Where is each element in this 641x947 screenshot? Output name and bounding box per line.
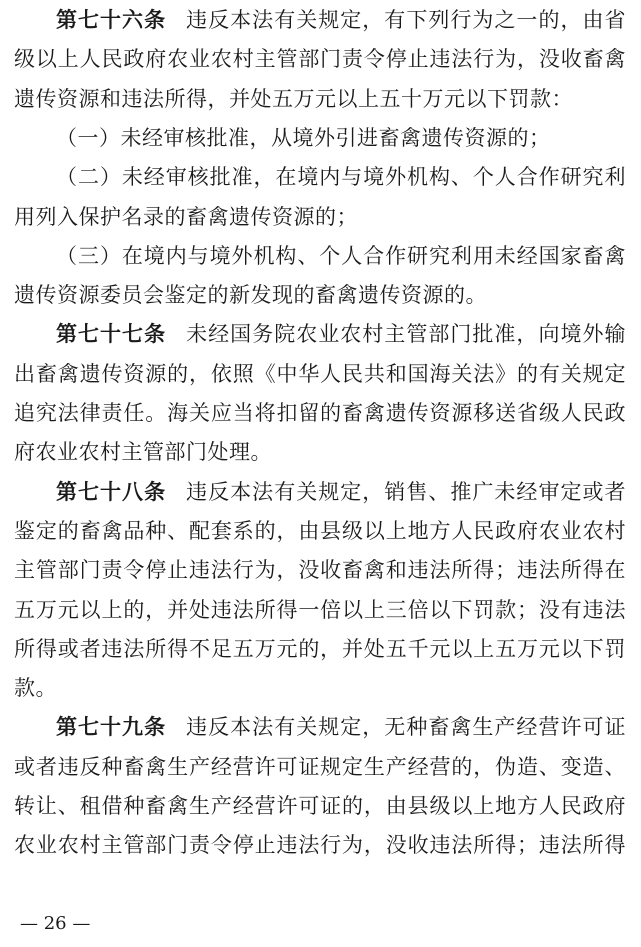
article-76-item-3-line-1: （三）在境内与境外机构、个人合作研究利用未经国家畜禽 — [56, 244, 626, 268]
article-76-text-1: 违反本法有关规定，有下列行为之一的，由省 — [186, 8, 626, 32]
article-76-item-1: （一）未经审核批准，从境外引进畜禽遗传资源的； — [56, 126, 551, 150]
article-76-line-3: 遗传资源和违法所得，并处五万元以上五十万元以下罚款： — [14, 87, 573, 111]
article-78-line-1 — [56, 478, 626, 506]
article-77-line-3: 追究法律责任。海关应当将扣留的畜禽遗传资源移送省级人民政 — [14, 401, 626, 425]
article-77-line-1 — [56, 320, 626, 348]
article-78-line-6: 款。 — [14, 676, 57, 700]
article-79-line-3: 转让、租借种畜禽生产经营许可证的，由县级以上地方人民政府 — [14, 794, 626, 818]
article-78-line-4: 五万元以上的，并处违法所得一倍以上三倍以下罚款；没有违法 — [14, 598, 626, 622]
article-79-heading: 第七十九条 — [56, 715, 167, 739]
article-76-item-2-line-2: 用列入保护名录的畜禽遗传资源的； — [14, 205, 358, 229]
article-78-text-1: 违反本法有关规定，销售、推广未经审定或者 — [186, 480, 626, 504]
article-79-line-1 — [56, 713, 626, 741]
article-79-line-4: 农业农村主管部门责令停止违法行为，没收违法所得；违法所得 — [14, 833, 626, 857]
article-76-line-2: 级以上人民政府农业农村主管部门责令停止违法行为，没收畜禽 — [14, 47, 626, 71]
article-79-text-1: 违反本法有关规定，无种畜禽生产经营许可证 — [186, 715, 626, 739]
article-78-line-5: 所得或者违法所得不足五万元的，并处五千元以上五万元以下罚 — [14, 637, 626, 661]
article-77-line-4: 府农业农村主管部门处理。 — [14, 440, 272, 464]
article-77-line-2: 出畜禽遗传资源的，依照《中华人民共和国海关法》的有关规定 — [14, 362, 626, 386]
article-78-line-2: 鉴定的畜禽品种、配套系的，由县级以上地方人民政府农业农村 — [14, 519, 626, 543]
article-77-text-1: 未经国务院农业农村主管部门批准，向境外输 — [186, 322, 626, 346]
article-79-line-2: 或者违反种畜禽生产经营许可证规定生产经营的，伪造、变造、 — [14, 755, 626, 779]
article-76-heading: 第七十六条 — [56, 8, 167, 32]
article-78-heading: 第七十八条 — [56, 480, 167, 504]
page-number: — 26 — — [20, 913, 91, 934]
article-78-line-3: 主管部门责令停止违法行为，没收畜禽和违法所得；违法所得在 — [14, 558, 626, 582]
article-76-line-1 — [56, 6, 626, 34]
article-76-item-3-line-2: 遗传资源委员会鉴定的新发现的畜禽遗传资源的。 — [14, 283, 487, 307]
article-76-item-2-line-1: （二）未经审核批准，在境内与境外机构、个人合作研究利 — [56, 165, 626, 189]
article-77-heading: 第七十七条 — [56, 322, 167, 346]
